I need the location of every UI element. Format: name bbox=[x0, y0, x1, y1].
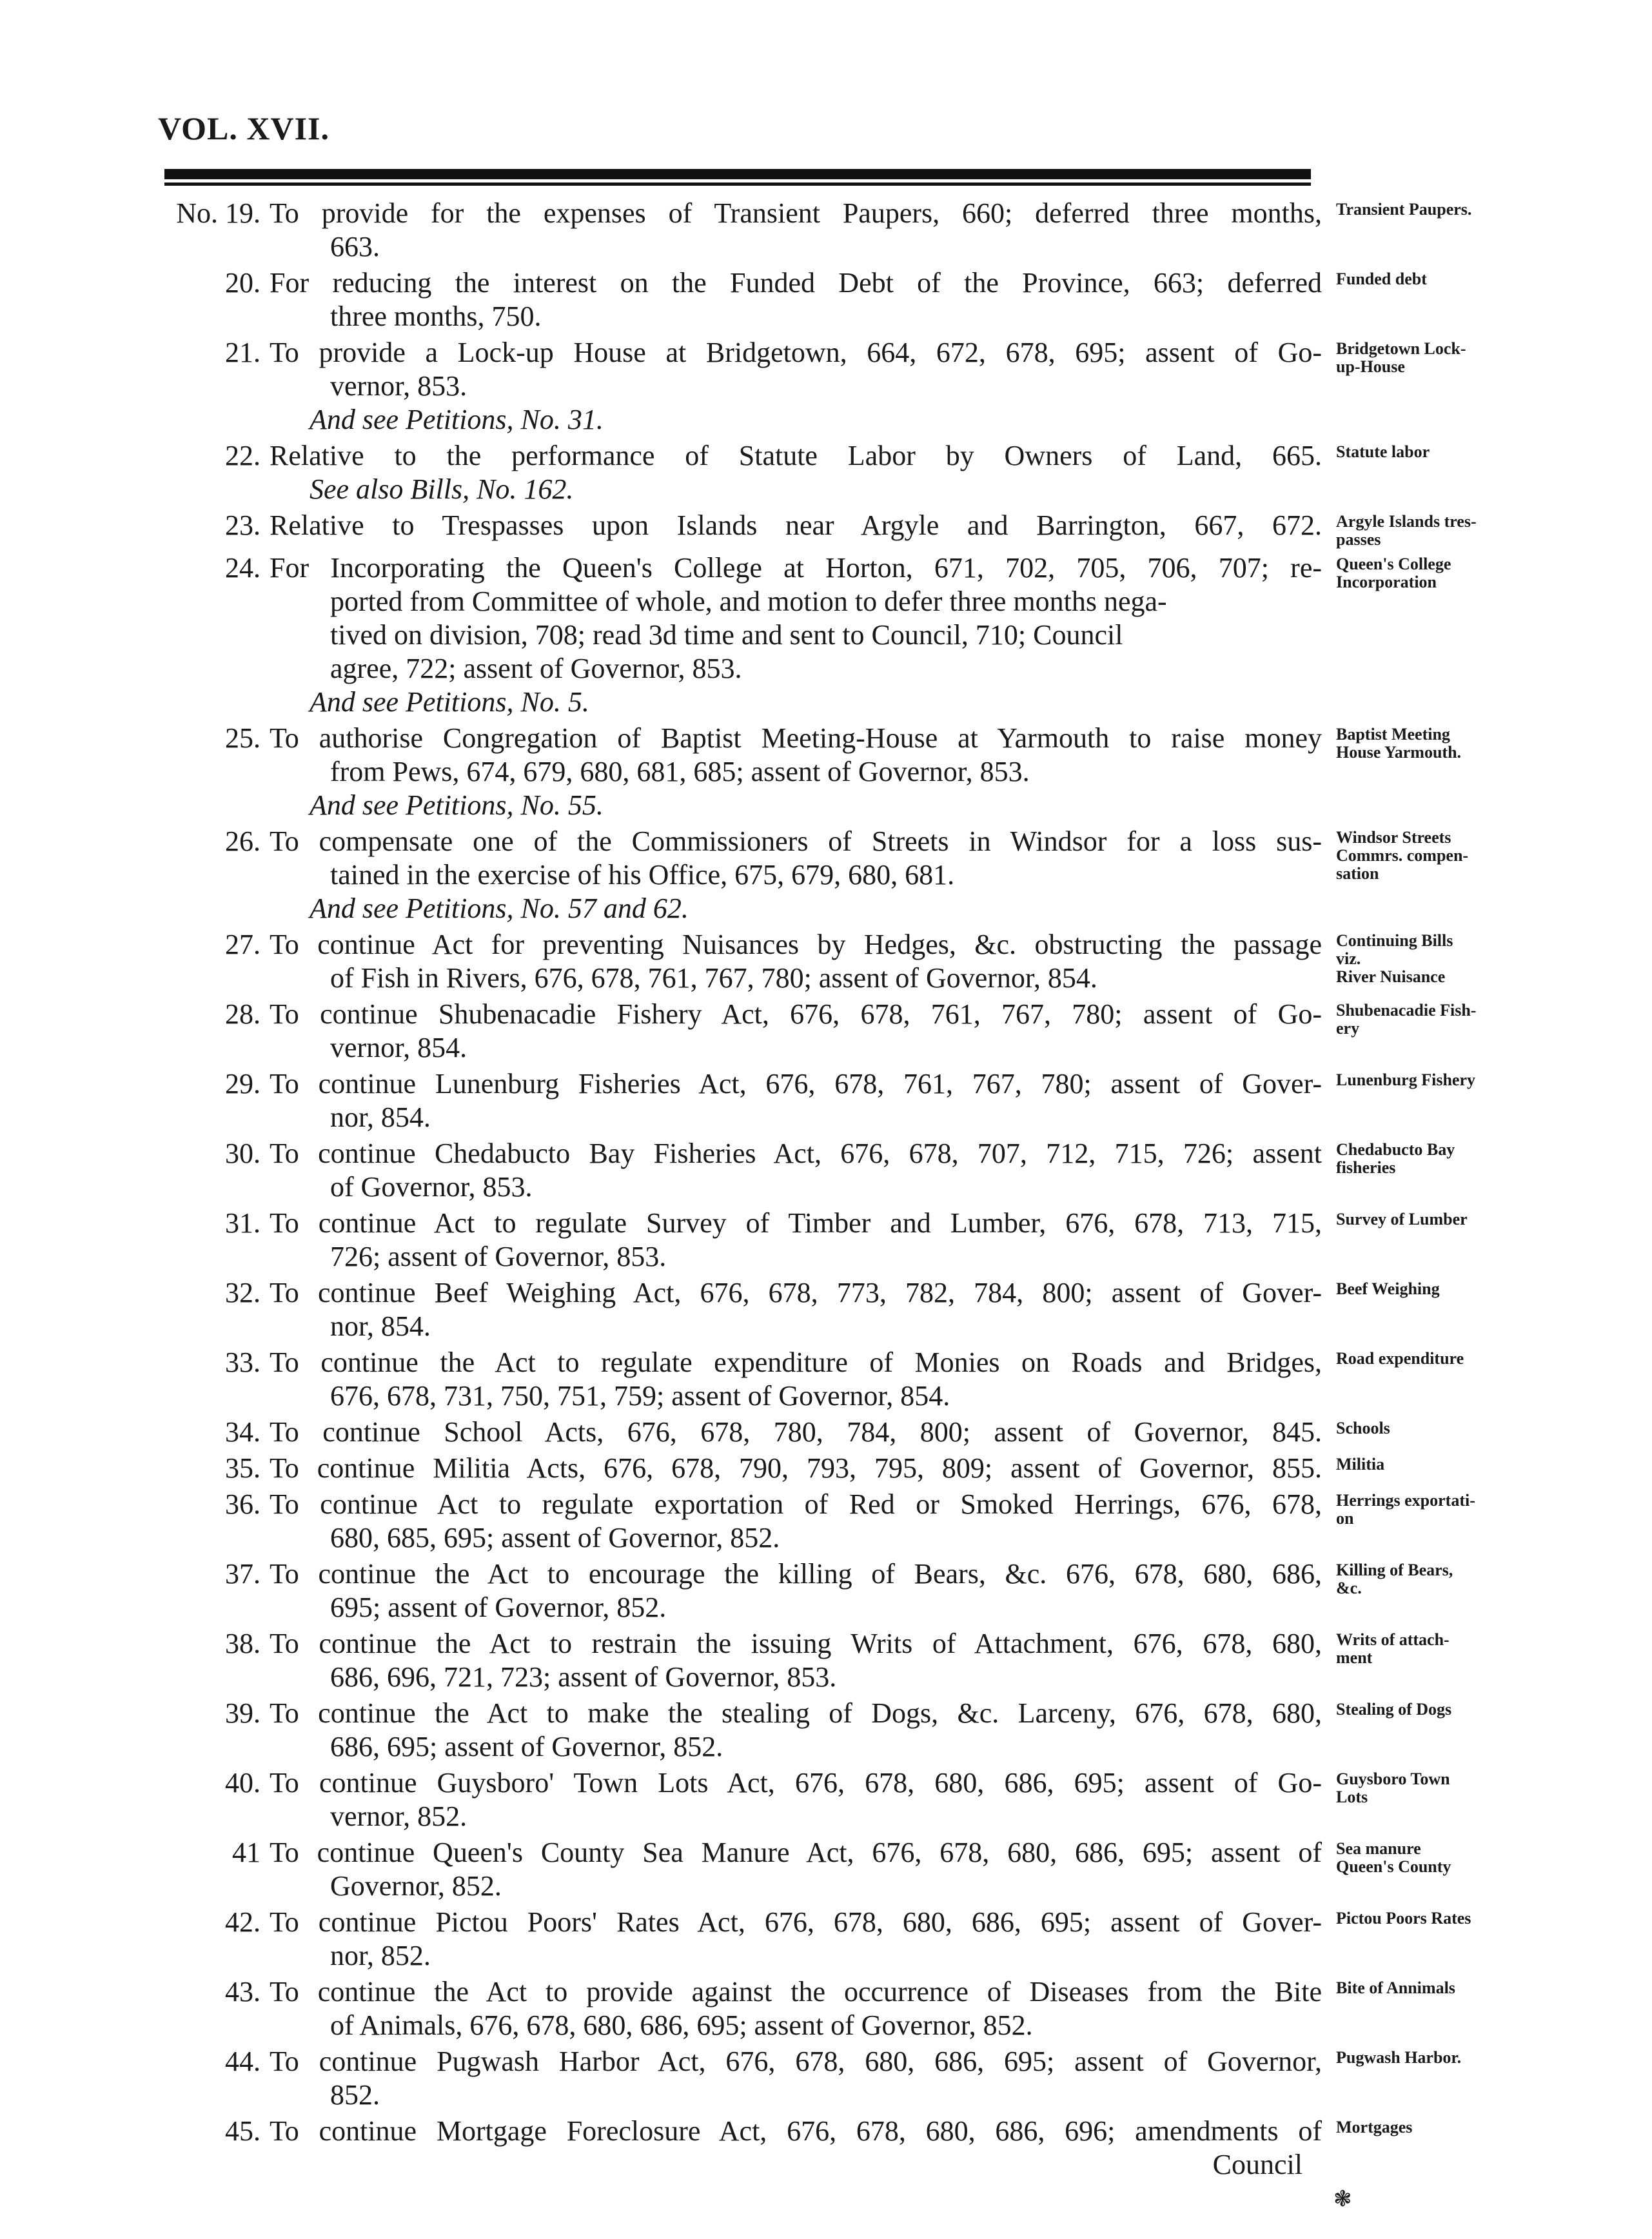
margin-note-line: Herrings exportati- bbox=[1336, 1491, 1475, 1510]
cross-reference: And see Petitions, No. 5. bbox=[310, 686, 589, 718]
entry-body bbox=[155, 928, 1322, 995]
margin-note-line: Pictou Poors Rates bbox=[1336, 1909, 1471, 1928]
margin-note-line: Beef Weighing bbox=[1336, 1279, 1440, 1298]
entry-body bbox=[155, 1276, 1322, 1343]
margin-note-line: Guysboro Town bbox=[1336, 1770, 1450, 1788]
entry-first-line bbox=[155, 928, 1322, 962]
margin-note-line: up-House bbox=[1336, 357, 1405, 376]
entry-number: No. 19. bbox=[176, 197, 261, 229]
bill-entries-list bbox=[155, 197, 1651, 2184]
bill-entry bbox=[155, 1067, 1651, 1134]
margin-note-line: River Nuisance bbox=[1336, 967, 1446, 986]
entry-continuation-line: 686, 695; assent of Governor, 852. bbox=[330, 1731, 723, 1762]
entry-first-line bbox=[155, 2115, 1322, 2148]
entry-continuation-line: 852. bbox=[330, 2079, 380, 2111]
entry-text: To continue Act to regulate exportation of Red or Smoked Herrings, 676, 678, bbox=[270, 1488, 1322, 1520]
bill-entry bbox=[155, 266, 1651, 333]
bill-entry bbox=[155, 928, 1651, 995]
bill-entry bbox=[155, 1137, 1651, 1204]
margin-note bbox=[1336, 1452, 1497, 1474]
entry-first-line bbox=[155, 1557, 1322, 1591]
entry-number: 29. bbox=[225, 1068, 261, 1100]
entry-number: 25. bbox=[225, 722, 261, 754]
entry-body bbox=[155, 1488, 1322, 1555]
entry-body bbox=[155, 551, 1322, 719]
margin-note bbox=[1336, 551, 1497, 591]
bill-entry bbox=[155, 1346, 1651, 1413]
entry-body bbox=[155, 825, 1322, 925]
margin-note bbox=[1336, 336, 1497, 376]
entry-body bbox=[155, 998, 1322, 1065]
margin-note bbox=[1336, 1137, 1497, 1177]
entry-first-line bbox=[155, 1207, 1322, 1240]
entry-number: 42. bbox=[225, 1906, 261, 1938]
entry-number: 34. bbox=[225, 1416, 261, 1448]
entry-text: To continue Guysboro' Town Lots Act, 676, 678, 680, 686, 695; assent of Go- bbox=[270, 1767, 1322, 1799]
entry-first-line bbox=[155, 266, 1322, 300]
entry-body bbox=[155, 336, 1322, 437]
entry-text: To continue the Act to make the stealing of Dogs, &c. Larceny, 676, 678, 680, bbox=[270, 1697, 1322, 1729]
entry-body bbox=[155, 1137, 1322, 1204]
entry-first-line bbox=[155, 336, 1322, 370]
entry-number: 22. bbox=[225, 440, 261, 471]
entry-body bbox=[155, 439, 1322, 506]
entry-first-line bbox=[155, 1975, 1322, 2009]
entry-continuation-line: nor, 852. bbox=[330, 1940, 431, 1971]
bill-entry bbox=[155, 1697, 1651, 1764]
bill-entry bbox=[155, 998, 1651, 1065]
entry-body bbox=[155, 1766, 1322, 1833]
margin-note-line: Statute labor bbox=[1336, 442, 1430, 461]
header-rule-thin bbox=[164, 182, 1311, 186]
margin-note bbox=[1336, 1415, 1497, 1437]
entry-continuation-line: Governor, 852. bbox=[330, 1870, 502, 1902]
bill-entry bbox=[155, 336, 1651, 437]
header-rule-thick bbox=[164, 169, 1311, 179]
margin-note bbox=[1336, 1067, 1497, 1089]
entry-text: To continue Pictou Poors' Rates Act, 676, 678, 680, 686, 695; assent of Gover- bbox=[270, 1906, 1322, 1938]
margin-note bbox=[1336, 1346, 1497, 1368]
entry-body bbox=[155, 1452, 1322, 1485]
entry-number: 45. bbox=[225, 2115, 261, 2147]
entry-first-line bbox=[155, 1766, 1322, 1800]
entry-continuation-line: nor, 854. bbox=[330, 1101, 431, 1133]
entry-first-line bbox=[155, 439, 1322, 473]
margin-note bbox=[1336, 1836, 1497, 1876]
entry-body bbox=[155, 1415, 1322, 1449]
entry-text: To continue the Act to provide against the occurrence of Diseases from the Bite bbox=[270, 1976, 1322, 2007]
entry-number: 32. bbox=[225, 1277, 261, 1308]
cross-reference: See also Bills, No. 162. bbox=[310, 473, 574, 505]
entry-text: To continue Pugwash Harbor Act, 676, 678, 680, 686, 695; assent of Governor, bbox=[270, 2046, 1322, 2077]
entry-text: To continue Act to regulate Survey of Timber and Lumber, 676, 678, 713, 715, bbox=[270, 1207, 1322, 1239]
entry-number: 28. bbox=[225, 998, 261, 1030]
bill-entry bbox=[155, 1836, 1651, 1903]
entry-first-line bbox=[155, 998, 1322, 1031]
margin-note-line: Writs of attach- bbox=[1336, 1630, 1450, 1649]
entry-number: 31. bbox=[225, 1207, 261, 1239]
entry-continuation-line: vernor, 853. bbox=[330, 370, 467, 402]
bill-entry bbox=[155, 1906, 1651, 1973]
entry-text: To authorise Congregation of Baptist Meeting-House at Yarmouth to raise money bbox=[270, 722, 1322, 754]
bill-entry bbox=[155, 2045, 1651, 2112]
bill-entry bbox=[155, 1557, 1651, 1624]
entry-body bbox=[155, 1067, 1322, 1134]
entry-first-line bbox=[155, 825, 1322, 858]
entry-text: To continue Shubenacadie Fishery Act, 676, 678, 761, 767, 780; assent of Go- bbox=[270, 998, 1322, 1030]
entry-text: To continue the Act to restrain the issuing Writs of Attachment, 676, 678, 680, bbox=[270, 1628, 1322, 1659]
margin-note bbox=[1336, 1975, 1497, 1997]
entry-number: 24. bbox=[225, 552, 261, 584]
margin-note-line: Baptist Meeting bbox=[1336, 725, 1450, 744]
margin-note-line: ery bbox=[1336, 1019, 1360, 1038]
margin-note bbox=[1336, 998, 1497, 1038]
margin-note-line: House Yarmouth. bbox=[1336, 743, 1462, 762]
margin-note bbox=[1336, 2045, 1497, 2067]
margin-note-line: viz. bbox=[1336, 949, 1361, 968]
margin-note-line: Argyle Islands tres- bbox=[1336, 512, 1477, 531]
margin-note-line: on bbox=[1336, 1509, 1354, 1528]
entry-number: 27. bbox=[225, 929, 261, 960]
entry-text: For Incorporating the Queen's College at Horton, 671, 702, 705, 706, 707; re- bbox=[270, 552, 1322, 584]
entry-first-line bbox=[155, 1627, 1322, 1661]
entry-continuation-line: vernor, 852. bbox=[330, 1800, 467, 1832]
entry-body bbox=[155, 1697, 1322, 1764]
entry-number: 38. bbox=[225, 1628, 261, 1659]
margin-note bbox=[1336, 439, 1497, 461]
cross-reference: And see Petitions, No. 55. bbox=[310, 789, 604, 821]
bill-entry bbox=[155, 439, 1651, 506]
entry-text: To continue the Act to encourage the killing of Bears, &c. 676, 678, 680, 686, bbox=[270, 1558, 1322, 1590]
entry-continuation-line: 676, 678, 731, 750, 751, 759; assent of Governor, 854. bbox=[330, 1380, 950, 1412]
entry-number: 23. bbox=[225, 509, 261, 541]
margin-note bbox=[1336, 1557, 1497, 1597]
entry-first-line bbox=[155, 1488, 1322, 1521]
entry-number: 21. bbox=[225, 337, 261, 368]
margin-note-line: Commrs. compen- bbox=[1336, 846, 1469, 865]
bill-entry bbox=[155, 1766, 1651, 1833]
bill-entry bbox=[155, 1207, 1651, 1274]
entry-continuation-line: 686, 696, 721, 723; assent of Governor, 853. bbox=[330, 1661, 837, 1693]
margin-note-line: Stealing of Dogs bbox=[1336, 1700, 1452, 1719]
entry-number: 44. bbox=[225, 2046, 261, 2077]
margin-note-line: Queen's County bbox=[1336, 1857, 1451, 1876]
entry-number: 40. bbox=[225, 1767, 261, 1799]
entry-first-line bbox=[155, 1346, 1322, 1379]
bill-entry bbox=[155, 825, 1651, 925]
bill-entry bbox=[155, 2115, 1651, 2182]
entry-continuation-line: of Governor, 853. bbox=[330, 1171, 533, 1203]
entry-first-line bbox=[155, 1697, 1322, 1730]
margin-note-line: Windsor Streets bbox=[1336, 828, 1451, 847]
entry-continuation-line: 680, 685, 695; assent of Governor, 852. bbox=[330, 1522, 780, 1553]
margin-note bbox=[1336, 825, 1497, 883]
entry-text: To continue Lunenburg Fisheries Act, 676, 678, 761, 767, 780; assent of Gover- bbox=[270, 1068, 1322, 1100]
entry-text: To continue Queen's County Sea Manure Act, 676, 678, 680, 686, 695; assent of bbox=[270, 1837, 1322, 1868]
bill-entry bbox=[155, 1276, 1651, 1343]
bill-entry bbox=[155, 1452, 1651, 1485]
entry-text: To continue Militia Acts, 676, 678, 790, 793, 795, 809; assent of Governor, 855. bbox=[270, 1452, 1322, 1484]
margin-note-line: Bite of Annimals bbox=[1336, 1978, 1455, 1997]
bill-entry bbox=[155, 1488, 1651, 1555]
margin-note-line: Incorporation bbox=[1336, 573, 1437, 591]
entry-body bbox=[155, 722, 1322, 822]
entry-text: To continue Chedabucto Bay Fisheries Act, 676, 678, 707, 712, 715, 726; assent bbox=[270, 1138, 1322, 1169]
entry-body bbox=[155, 1906, 1322, 1973]
margin-note-line: Sea manure bbox=[1336, 1839, 1421, 1858]
entry-text: To continue Mortgage Foreclosure Act, 676, 678, 680, 686, 696; amendments of bbox=[270, 2115, 1322, 2147]
entry-first-line bbox=[155, 1067, 1322, 1101]
entry-body bbox=[155, 509, 1322, 542]
entry-number: 41 bbox=[232, 1837, 261, 1868]
entry-first-line bbox=[155, 551, 1322, 585]
margin-note bbox=[1336, 722, 1497, 762]
margin-note bbox=[1336, 1207, 1497, 1228]
bill-entry bbox=[155, 722, 1651, 822]
margin-note bbox=[1336, 1697, 1497, 1719]
entry-continuation-line: ported from Committee of whole, and motion to defer three months nega- bbox=[330, 586, 1167, 617]
margin-note-line: ment bbox=[1336, 1648, 1373, 1667]
entry-body bbox=[155, 1627, 1322, 1694]
entry-text: To compensate one of the Commissioners of Streets in Windsor for a loss sus- bbox=[270, 825, 1322, 857]
entry-number: 26. bbox=[225, 825, 261, 857]
entry-first-line bbox=[155, 1906, 1322, 1939]
margin-note bbox=[1336, 197, 1497, 219]
entry-first-line bbox=[155, 1137, 1322, 1170]
entry-number: 43. bbox=[225, 1976, 261, 2007]
entry-continuation-line: of Animals, 676, 678, 680, 686, 695; assent of Governor, 852. bbox=[330, 2009, 1033, 2041]
entry-continuation-line: tained in the exercise of his Office, 675, 679, 680, 681. bbox=[330, 859, 955, 891]
entry-first-line bbox=[155, 2045, 1322, 2078]
entry-number: 33. bbox=[225, 1346, 261, 1378]
entry-first-line bbox=[155, 1452, 1322, 1485]
entry-body bbox=[155, 1557, 1322, 1624]
margin-note-line: Queen's College bbox=[1336, 555, 1451, 573]
margin-note-line: Shubenacadie Fish- bbox=[1336, 1001, 1477, 1020]
margin-note-line: Chedabucto Bay bbox=[1336, 1140, 1455, 1159]
entry-continuation-line: tived on division, 708; read 3d time and sent to Council, 710; Council bbox=[330, 619, 1123, 651]
entry-first-line bbox=[155, 197, 1322, 230]
margin-note bbox=[1336, 1627, 1497, 1667]
cross-reference: And see Petitions, No. 31. bbox=[310, 404, 604, 435]
entry-text: To continue School Acts, 676, 678, 780, 784, 800; assent of Governor, 845. bbox=[270, 1416, 1322, 1448]
entry-text: Relative to the performance of Statute Labor by Owners of Land, 665. bbox=[270, 440, 1322, 471]
margin-note-line: Killing of Bears, bbox=[1336, 1561, 1453, 1579]
entry-text: For reducing the interest on the Funded Debt of the Province, 663; deferred bbox=[270, 267, 1322, 299]
entry-first-line bbox=[155, 1415, 1322, 1449]
entry-continuation-line: agree, 722; assent of Governor, 853. bbox=[330, 653, 742, 684]
margin-note-line: Lots bbox=[1336, 1788, 1368, 1806]
margin-note bbox=[1336, 509, 1497, 549]
margin-note-line: Schools bbox=[1336, 1419, 1390, 1437]
entry-continuation-line: of Fish in Rivers, 676, 678, 761, 767, 780; assent of Governor, 854. bbox=[330, 962, 1097, 994]
margin-note-line: Continuing Bills bbox=[1336, 931, 1453, 950]
bill-entry bbox=[155, 1415, 1651, 1449]
page-corner-mark: ❃ bbox=[1333, 2187, 1352, 2211]
entry-continuation-line: 695; assent of Governor, 852. bbox=[330, 1592, 667, 1623]
bill-entry bbox=[155, 197, 1651, 264]
margin-note bbox=[1336, 1906, 1497, 1928]
margin-note-line: Funded debt bbox=[1336, 270, 1427, 288]
entry-text: To provide a Lock-up House at Bridgetown, 664, 672, 678, 695; assent of Go- bbox=[270, 337, 1322, 368]
entry-continuation-line: 663. bbox=[330, 231, 380, 262]
margin-note bbox=[1336, 1488, 1497, 1528]
entry-continuation-line: vernor, 854. bbox=[330, 1032, 467, 1063]
margin-note-line: Bridgetown Lock- bbox=[1336, 339, 1466, 358]
bill-entry bbox=[155, 551, 1651, 719]
margin-note-line: Transient Paupers. bbox=[1336, 200, 1472, 219]
entry-text: To continue Act for preventing Nuisances by Hedges, &c. obstructing the passage bbox=[270, 929, 1322, 960]
margin-note-line: Pugwash Harbor. bbox=[1336, 2048, 1462, 2067]
margin-note-line: passes bbox=[1336, 530, 1381, 549]
entry-body bbox=[155, 266, 1322, 333]
entry-body bbox=[155, 1207, 1322, 1274]
margin-note bbox=[1336, 1766, 1497, 1806]
margin-note-line: Lunenburg Fishery bbox=[1336, 1070, 1475, 1089]
entry-body bbox=[155, 1836, 1322, 1903]
entry-number: 35. bbox=[225, 1452, 261, 1484]
entry-continuation-line: three months, 750. bbox=[330, 301, 542, 332]
entry-first-line bbox=[155, 509, 1322, 542]
entry-number: 39. bbox=[225, 1697, 261, 1729]
margin-note-line: Survey of Lumber bbox=[1336, 1210, 1468, 1228]
entry-continuation-line: nor, 854. bbox=[330, 1310, 431, 1342]
margin-note-line: &c. bbox=[1336, 1579, 1362, 1597]
entry-text: To provide for the expenses of Transient Paupers, 660; deferred three months, bbox=[270, 197, 1322, 229]
entry-text: To continue the Act to regulate expenditure of Monies on Roads and Bridges, bbox=[270, 1346, 1322, 1378]
entry-body bbox=[155, 1975, 1322, 2042]
entry-body bbox=[155, 197, 1322, 264]
margin-note-line: sation bbox=[1336, 864, 1379, 883]
margin-note bbox=[1336, 2115, 1497, 2136]
bill-entry bbox=[155, 1627, 1651, 1694]
entry-number: 30. bbox=[225, 1138, 261, 1169]
margin-note-line: fisheries bbox=[1336, 1158, 1396, 1177]
margin-note-line: Mortgages bbox=[1336, 2118, 1413, 2136]
entry-first-line bbox=[155, 1836, 1322, 1869]
entry-continuation-line: from Pews, 674, 679, 680, 681, 685; assent of Governor, 853. bbox=[330, 756, 1030, 787]
margin-note bbox=[1336, 266, 1497, 288]
entry-text: To continue Beef Weighing Act, 676, 678, 773, 782, 784, 800; assent of Gover- bbox=[270, 1277, 1322, 1308]
entry-first-line bbox=[155, 722, 1322, 755]
entry-number: 37. bbox=[225, 1558, 261, 1590]
cross-reference: And see Petitions, No. 57 and 62. bbox=[310, 893, 689, 924]
entry-continuation-line: 726; assent of Governor, 853. bbox=[330, 1241, 667, 1272]
margin-note-line: Road expenditure bbox=[1336, 1349, 1464, 1368]
entry-first-line bbox=[155, 1276, 1322, 1310]
margin-note bbox=[1336, 1276, 1497, 1298]
entry-number: 20. bbox=[225, 267, 261, 299]
bill-entry bbox=[155, 1975, 1651, 2042]
entry-body bbox=[155, 1346, 1322, 1413]
bill-entry bbox=[155, 509, 1651, 549]
entry-body bbox=[155, 2045, 1322, 2112]
volume-header: VOL. XVII. bbox=[158, 110, 329, 146]
entry-number: 36. bbox=[225, 1488, 261, 1520]
entry-body bbox=[155, 2115, 1322, 2182]
entry-text: Relative to Trespasses upon Islands near Argyle and Barrington, 667, 672. bbox=[270, 509, 1322, 541]
margin-note-line: Militia bbox=[1336, 1455, 1385, 1474]
margin-note bbox=[1336, 928, 1497, 986]
entry-trailing-word: Council bbox=[1212, 2149, 1303, 2180]
